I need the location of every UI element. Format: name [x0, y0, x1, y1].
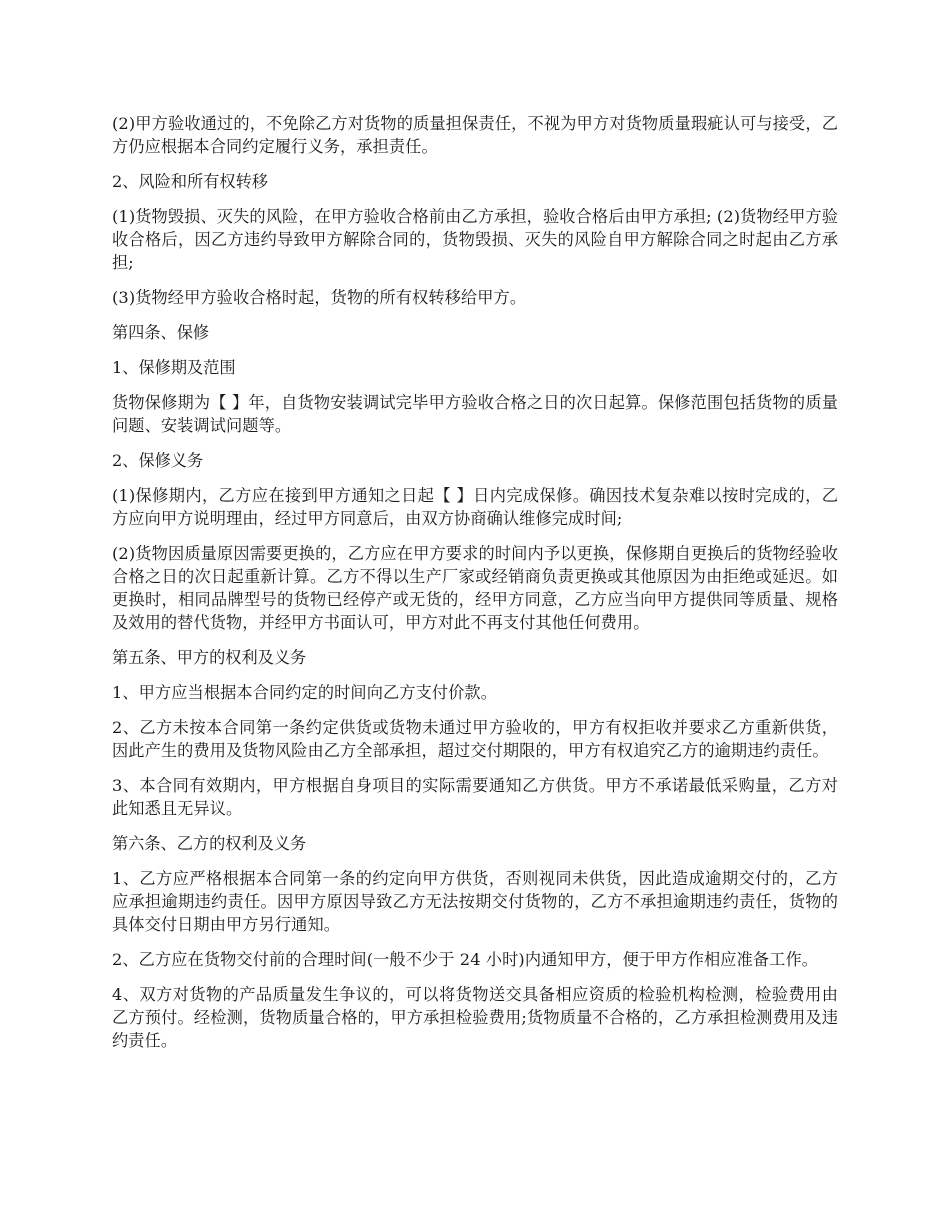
paragraph-quality-dispute: 4、双方对货物的产品质量发生争议的，可以将货物送交具备相应资质的检验机构检测，检验费用由乙方预付。经检测，货物质量合格的，甲方承担检验费用;货物质量不合格的，乙方承担检测费用及违约责任。 — [112, 985, 838, 1050]
paragraph-party-a-payment: 1、甲方应当根据本合同约定的时间向乙方支付价款。 — [112, 683, 498, 702]
paragraph-ownership-transfer: (3)货物经甲方验收合格时起，货物的所有权转移给甲方。 — [112, 288, 527, 307]
paragraph-party-b-supply: 1、乙方应严格根据本合同第一条的约定向甲方供货，否则视同未供货，因此造成逾期交付的，乙方应承担逾期违约责任。因甲方原因导致乙方无法按期交付货物的，乙方不承担逾期违约责任，货物的具体交付日期由甲方另行通知。 — [112, 869, 838, 934]
paragraph-warranty-replacement: (2)货物因质量原因需要更换的，乙方应在甲方要求的时间内予以更换，保修期自更换后的货物经验收合格之日的次日起重新计算。乙方不得以生产厂家或经销商负责更换或其他原因为由拒绝或延迟。如更换时，相同品牌型号的货物已经停产或无货的，经甲方同意，乙方应当向甲方提供同等质量、规格及效用的替代货物，并经甲方书面认可，甲方对此不再支付其他任何费用。 — [112, 544, 838, 632]
heading-warranty-period: 1、保修期及范围 — [112, 358, 236, 377]
heading-article-5: 第五条、甲方的权利及义务 — [112, 648, 307, 667]
heading-risk-ownership: 2、风险和所有权转移 — [112, 172, 268, 191]
paragraph-party-a-rejection: 2、乙方未按本合同第一条约定供货或货物未通过甲方验收的，甲方有权拒收并要求乙方重新供货，因此产生的费用及货物风险由乙方全部承担，超过交付期限的，甲方有权追究乙方的逾期违约责任。 — [112, 718, 838, 760]
paragraph-party-a-procurement: 3、本合同有效期内，甲方根据自身项目的实际需要通知乙方供货。甲方不承诺最低采购量，乙方对此知悉且无异议。 — [112, 776, 838, 818]
paragraph-party-b-notice: 2、乙方应在货物交付前的合理时间(一般不少于 24 小时)内通知甲方，便于甲方作相应准备工作。 — [112, 950, 819, 969]
paragraph-risk-transfer: (1)货物毁损、灭失的风险，在甲方验收合格前由乙方承担，验收合格后由甲方承担; (2)货物经甲方验收合格后，因乙方违约导致甲方解除合同的，货物毁损、灭失的风险自甲方解除合同之时起由乙方承担; — [112, 207, 838, 272]
heading-article-4: 第四条、保修 — [112, 323, 210, 342]
paragraph-acceptance-warranty: (2)甲方验收通过的，不免除乙方对货物的质量担保责任，不视为甲方对货物质量瑕疵认可与接受，乙方仍应根据本合同约定履行义务，承担责任。 — [112, 114, 838, 156]
heading-warranty-obligations: 2、保修义务 — [112, 451, 204, 470]
paragraph-warranty-repair: (1)保修期内，乙方应在接到甲方通知之日起【 】日内完成保修。确因技术复杂难以按时完成的，乙方应向甲方说明理由，经过甲方同意后，由双方协商确认维修完成时间; — [112, 486, 838, 528]
paragraph-warranty-period: 货物保修期为【 】年，自货物安装调试完毕甲方验收合格之日的次日起算。保修范围包括货物的质量问题、安装调试问题等。 — [112, 393, 838, 435]
heading-article-6: 第六条、乙方的权利及义务 — [112, 834, 307, 853]
